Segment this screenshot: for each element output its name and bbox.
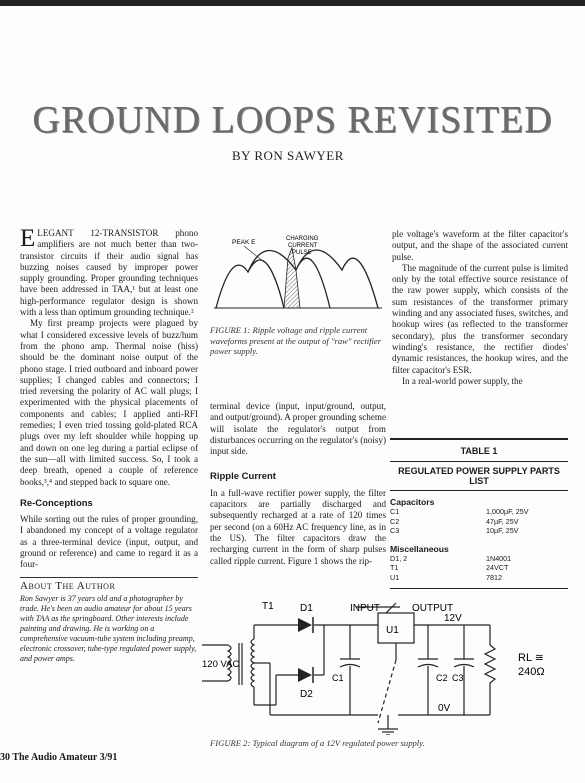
- section-heading: Re-Conceptions: [20, 497, 93, 509]
- figure-1-caption: FIGURE 1: Ripple voltage and ripple current waveforms present at the output of "raw" rectifier power supply.: [210, 325, 382, 356]
- table-row: C1 1,000µF, 25V: [390, 507, 529, 516]
- d1-label: D1: [300, 603, 313, 614]
- u1-label: U1: [386, 625, 399, 636]
- 0v-label: 0V: [438, 703, 451, 714]
- 12v-label: 12V: [444, 613, 462, 624]
- paragraph: The magnitude of the current pulse is limited only by the total effective source resistance of the raw power supply, which consists of the sum resistances of the transformer primary winding and any associated fuses, switches, and hookup wires (as reflected to the transformer secondary), plus the transformer secondary winding's resistance, the rectifier diodes' dynamic resistances, the hookup wires, and the filter capacitor's ESR.: [392, 262, 568, 375]
- section-heading: Ripple Current: [210, 471, 276, 483]
- column-3: [392, 229, 568, 387]
- d2-label: D2: [300, 689, 313, 700]
- parts-table: [390, 438, 568, 589]
- table-row: D1, 2 1N4001: [390, 553, 512, 563]
- about-author-text: Ron Sawyer is 37 years old and a photographer by trade. He's been an audio amateur for about 15 years with TAA as the springboard. Other interests include painting and drawing. He is working on a comprehensive vacuum-tube system including preamp, electronic crossover, tube-type regulated power supply, and power amps.: [20, 593, 197, 663]
- column-2: [210, 401, 386, 567]
- about-author-heading: About The Author: [20, 577, 198, 592]
- diode-d2: [298, 668, 312, 682]
- top-rule: [0, 0, 585, 6]
- table-row: T1 24VCT: [390, 563, 509, 572]
- table-section-heading: Miscellaneous: [390, 543, 449, 554]
- svg-text:PULSE: PULSE: [292, 250, 312, 256]
- table-title: REGULATED POWER SUPPLY PARTS LIST: [398, 466, 560, 486]
- page-footer: 30 The Audio Amateur 3/91: [0, 752, 118, 763]
- svg-text:CURRENT: CURRENT: [288, 243, 318, 249]
- output-label: OUTPUT: [412, 603, 454, 614]
- rl-label: RL ≅: [518, 652, 544, 664]
- paragraph: terminal device (input, input/ground, output, and output/ground). A proper grounding scheme will isolate the regulator's output from disturbances occurring on the regulator's (noisy) input side.: [210, 401, 386, 457]
- figure-2-schematic: [200, 595, 572, 735]
- peak-label: PEAK E: [232, 239, 256, 246]
- paragraph: My first preamp projects were plagued by what I considered excessive levels of buzz/hum from the phono amp. Thermal noise (hiss) should be the dominant noise output of the phono stage. I tried outboard and inboard power supplies; I changed cables and connectors; I tried reversing the polarity of AC wall plugs; I experimented with the physical placements of components and cables; I applied anti-RFI remedies; I even tried tossing gold-plated RCA plugs over my left shoulder while hopping up and down on one leg during a partial eclipse of the sun—all with limited success. So, I took a deep breath, opened a couple of reference books,³,⁴ and stepped back to square one.: [20, 318, 198, 487]
- diode-d1: [298, 618, 312, 632]
- article-title: GROUND LOOPS REVISITED: [32, 99, 553, 141]
- input-label: INPUT: [350, 603, 380, 614]
- column-1: [20, 225, 198, 664]
- charging-label: CHARGING: [286, 236, 319, 242]
- table-row: U1 7812: [390, 572, 502, 582]
- c2-label: C2: [436, 673, 448, 683]
- current-pulse: [284, 248, 300, 308]
- paragraph: While sorting out the rules of proper grounding, I abandoned my concept of a voltage regulator as a three-terminal device (input, output, and ground or reference) and came to regard it as a four-: [20, 514, 198, 570]
- table-row: C3 10µF, 25V: [390, 526, 519, 535]
- figure-2-caption: FIGURE 2: Typical diagram of a 12V regulated power supply.: [210, 738, 425, 748]
- table-section-heading: Capacitors: [390, 497, 435, 507]
- intro-paragraph: ELEGANT 12-TRANSISTOR phono amplifiers are not much better than two-transistor circuits if their audio signal has buzzing noises caused by improper power supply grounding. Proper grounding techniques have been addressed in TAA,¹ but at least one high-performance regulator design is shown with a less than optimum grounding technique.²: [20, 225, 198, 318]
- byline: BY RON SAWYER: [232, 148, 344, 163]
- vac-label: 120 VAC: [202, 659, 240, 670]
- c3-label: C3: [452, 673, 464, 683]
- figure-1-waveform: [208, 226, 384, 320]
- t1-label: T1: [262, 601, 274, 612]
- rl-value: 240Ω: [518, 666, 545, 678]
- paragraph: In a real-world power supply, the: [402, 375, 523, 386]
- c1-label: C1: [332, 673, 344, 683]
- paragraph: In a full-wave rectifier power supply, the filter capacitors are partially discharged and subsequently recharged at a rate of 120 times per second (on a 60Hz AC frequency line, as in the US). The filter capacitors draw the recharging current in the form of sharp pulses called ripple current. Figure 1 shows the rip-: [210, 487, 386, 566]
- table-number: TABLE 1: [460, 446, 498, 456]
- table-row: C2 47µF, 25V: [390, 516, 519, 526]
- drop-cap: E: [20, 225, 36, 252]
- paragraph: ple voltage's waveform at the filter capacitor's output, and the shape of the associated current pulse.: [392, 229, 568, 262]
